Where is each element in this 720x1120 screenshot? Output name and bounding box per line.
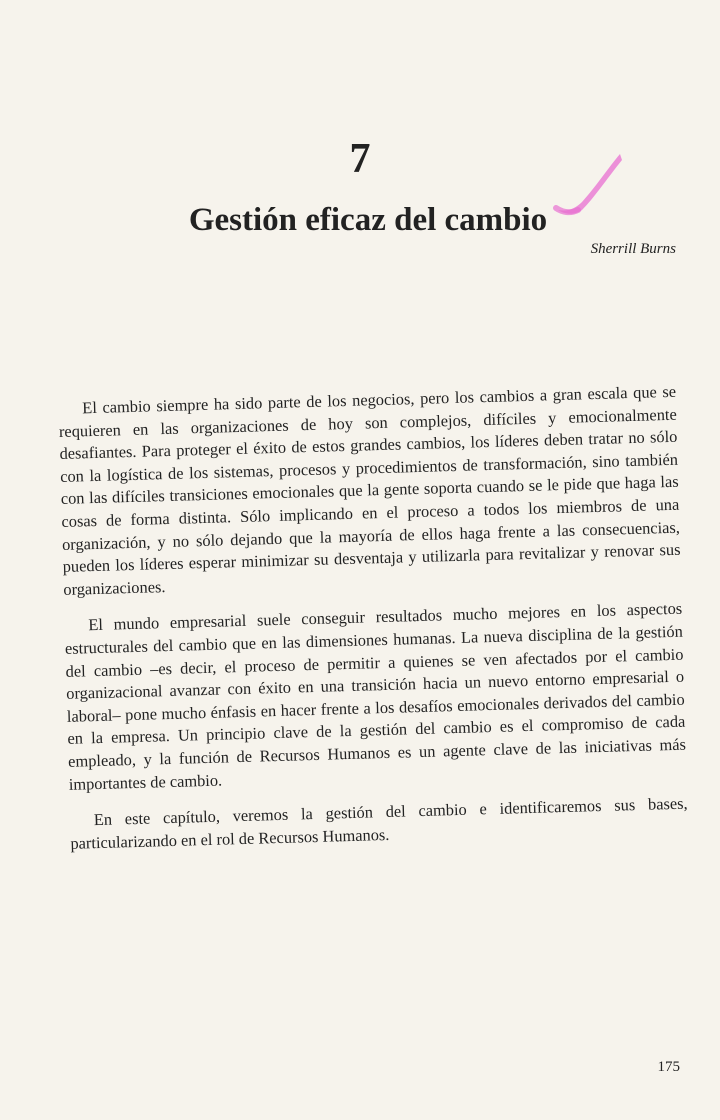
page-number: 175: [657, 1059, 680, 1075]
paragraph-3: En este capítulo, veremos la gestión del cambio e identificaremos sus bases, particularizando en el rol de Recursos Humanos.: [70, 793, 688, 853]
highlighter-mark-icon: [548, 150, 628, 230]
chapter-title: Gestión eficaz del cambio: [188, 202, 548, 238]
paragraph-1: El cambio siempre ha sido parte de los negocios, pero los cambios a gran escala que se requieren en las organizaciones de hoy son complejos, difíciles y emocionalmente desafiantes. Para proteger el éxito de estos grandes cambios, los líderes deben tratar no sólo con la logística de los sistemas, procesos y procedimientos de transformación, sino también con las difíciles transiciones emocionales que la gente soporta cuando se le pide que haga las cosas de forma distinta. Sólo implicando en el proceso a todos los miembros de una organización, y no sólo dejando que la mayoría de ellos haga frente a las consecuencias, pueden los líderes esperar minimizar su desventaja y utilizarla para revitalizar y renovar sus organizaciones.: [58, 381, 681, 599]
chapter-number: 7: [349, 136, 371, 182]
paragraph-2: El mundo empresarial suele conseguir resultados mucho mejores en los aspectos estructurales del cambio que en las dimensiones humanas. La nueva disciplina de la gestión del cambio –es decir, el proceso de permitir a quienes se ven afectados por el cambio organizacional avanzar con éxito en una transición hacia un nuevo entorno empresarial o laboral– pone mucho énfasis en hacer frente a los desafíos emocionales derivados del cambio en la empresa. Un principio clave de la gestión del cambio es el compromiso de cada empleado, y la función de Recursos Humanos es un agente clave de las iniciativas más importantes de cambio.: [64, 599, 687, 794]
body-text: [58, 381, 689, 869]
chapter-author: Sherrill Burns: [590, 241, 676, 257]
